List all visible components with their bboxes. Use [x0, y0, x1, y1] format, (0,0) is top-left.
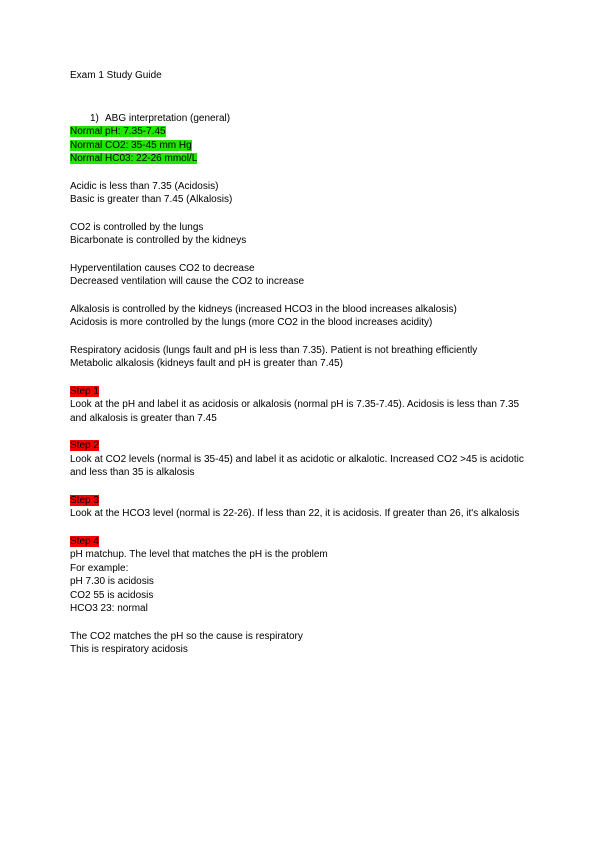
text-line: CO2 is controlled by the lungs [70, 221, 204, 233]
step-text: HCO3 23: normal [70, 603, 148, 614]
normal-ph: Normal pH: 7.35-7.45 [70, 126, 166, 137]
text-line: This is respiratory acidosis [70, 644, 188, 655]
section-heading [70, 112, 530, 126]
step-text: Look at the pH and label it as acidosis or alkalosis (normal pH is 7.35-7.45). Acidosis is less than 7.35 and alkalosis is greater than 7.45 [70, 399, 520, 424]
normal-values [70, 125, 530, 166]
step-4 [70, 535, 530, 616]
step-1 [70, 385, 530, 426]
text-line: Alkalosis is controlled by the kidneys (increased HCO3 in the blood increases alkalosis) [70, 303, 457, 315]
step-text: Look at CO2 levels (normal is 35-45) and label it as acidotic or alkalotic. Increased CO2 >45 is acidotic and less than 35 is alkalosis [70, 453, 524, 478]
text-line: Respiratory acidosis (lungs fault and pH is less than 7.35). Patient is not breathing efficiently [70, 344, 478, 356]
step-label: Step 4 [70, 535, 99, 547]
section-number: 1) [90, 112, 99, 124]
paragraph-control [70, 221, 530, 248]
text-line: Acidosis is more controlled by the lungs (more CO2 in the blood increases acidity) [70, 317, 433, 328]
text-line: Bicarbonate is controlled by the kidneys [70, 235, 247, 246]
step-label: Step 3 [70, 494, 99, 506]
normal-hco3: Normal HC03: 22-26 mmol/L [70, 153, 198, 164]
text-line: Basic is greater than 7.45 (Alkalosis) [70, 194, 233, 205]
text-line: Hyperventilation causes CO2 to decrease [70, 262, 255, 274]
step-text: CO2 55 is acidosis [70, 589, 154, 601]
step-text: pH 7.30 is acidosis [70, 576, 154, 587]
document-content [70, 64, 530, 657]
conclusion [70, 630, 530, 657]
paragraph-ventilation [70, 262, 530, 289]
step-2 [70, 439, 530, 480]
text-line: Metabolic alkalosis (kidneys fault and pH is greater than 7.45) [70, 358, 343, 369]
paragraph-alkalosis-acidosis [70, 303, 530, 330]
paragraph-types [70, 344, 530, 371]
paragraph-acid-base [70, 180, 530, 207]
text-line: The CO2 matches the pH so the cause is respiratory [70, 630, 303, 642]
step-text: Look at the HCO3 level (normal is 22-26). If less than 22, it is acidosis. If greater than 26, it's alkalosis [70, 508, 520, 519]
document-title: Exam 1 Study Guide [70, 70, 162, 81]
step-text: For example: [70, 562, 129, 574]
normal-co2: Normal CO2: 35-45 mm Hg [70, 139, 192, 151]
step-label: Step 2 [70, 440, 99, 451]
step-label: Step 1 [70, 385, 99, 397]
text-line: Acidic is less than 7.35 (Acidosis) [70, 180, 219, 192]
section-title: ABG interpretation (general) [105, 112, 231, 124]
text-line: Decreased ventilation will cause the CO2 to increase [70, 276, 305, 287]
step-3 [70, 494, 530, 521]
step-text: pH matchup. The level that matches the pH is the problem [70, 549, 328, 560]
